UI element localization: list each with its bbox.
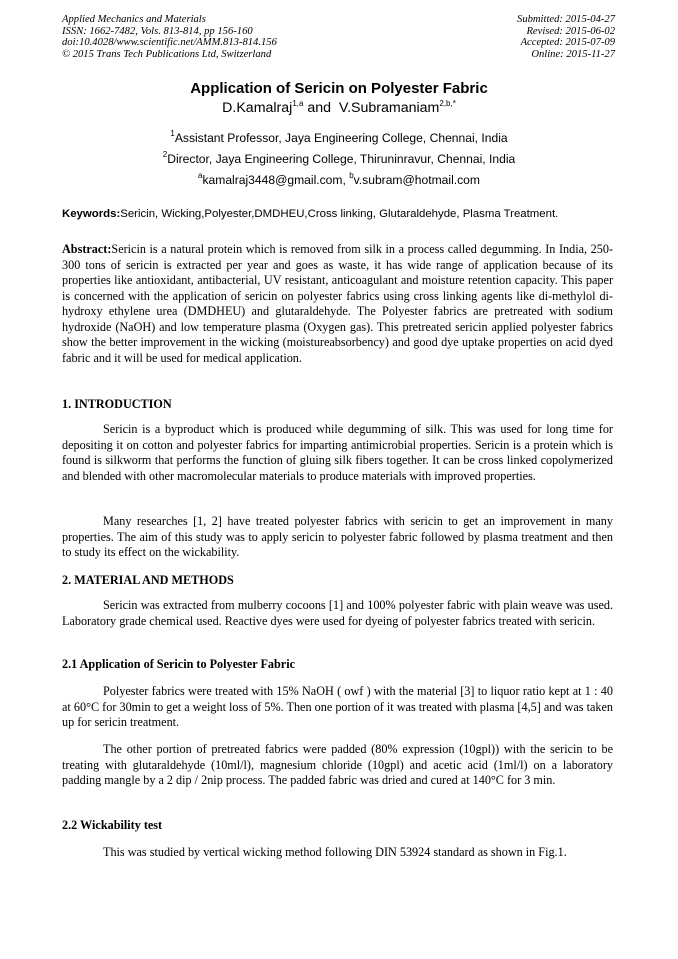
email-a-sup: a bbox=[198, 171, 203, 180]
abstract-text: Sericin is a natural protein which is removed from silk in a process called degumming. In India, 250-300 tons of sericin is extracted per year and goes as waste, it has wide range of application because of its properties like antioxidant, antibacterial, UV resistant, anticoagulant and moisture retention capacity. This paper is concerned with the application of sericin on polyester fabrics using cross linking agents like di-methylol di-hydroxy ethylene urea (DMDHEU) and glutaraldehyde. The Polyester fabrics are pretreated with sodium hydroxide (NaOH) and low temperature plasma (Oxygen gas). This pretreated sericin applied polyester fabrics show the better improvement in the wicking (moistureabsorbency) and good dye uptake properties on acid dyed fabric and it will be used for medical application. bbox=[62, 242, 613, 365]
abstract-label: Abstract: bbox=[62, 242, 112, 256]
abstract bbox=[62, 242, 613, 366]
email-a: kamalraj3448@gmail.com, bbox=[202, 173, 350, 187]
email-line bbox=[40, 173, 638, 187]
accepted-date: Accepted: 2015-07-09 bbox=[520, 37, 615, 49]
journal-name: Applied Mechanics and Materials bbox=[62, 14, 206, 25]
revised-date: Revised: 2015-06-02 bbox=[526, 25, 615, 37]
intro-paragraph-2: Many researches [1, 2] have treated polyester fabrics with sericin to get an improvement in many properties. The aim of this study was to apply sericin to polyester fabric followed by plasma treatment and then to study its effect on the wickability. bbox=[62, 514, 613, 559]
issn-line: ISSN: 1662-7482, Vols. 813-814, pp 156-160 bbox=[62, 25, 253, 37]
doi-line: doi:10.4028/www.scientific.net/AMM.813-814.156 bbox=[62, 37, 277, 49]
keywords bbox=[62, 208, 622, 220]
section-2-1-paragraph-2: The other portion of pretreated fabrics were padded (80% expression (10gpl)) with the sericin to be treating with glutaraldehyde (10ml/l), magnesium chloride (10gpl) and acetic acid (1ml/l) on a laboratory padding mangle by a 2 dip / 2nip process. The padded fabric was dried and cured at 140°C for 3 min. bbox=[62, 742, 613, 787]
online-date: Online: 2015-11-27 bbox=[531, 48, 615, 60]
submitted-date: Submitted: 2015-04-27 bbox=[517, 14, 615, 25]
keywords-label: Keywords: bbox=[62, 208, 121, 220]
methods-paragraph-1: Sericin was extracted from mulberry cocoons [1] and 100% polyester fabric with plain weave was used. Laboratory grade chemical used. Reactive dyes were used for dyeing of polyester fabrics treated with sericin. bbox=[62, 598, 613, 628]
section-2-2-paragraph-1: This was studied by vertical wicking method following DIN 53924 standard as shown in Fig.1. bbox=[103, 845, 567, 859]
affiliation-2-text: Director, Jaya Engineering College, Thiruninravur, Chennai, India bbox=[167, 152, 516, 166]
author-1-name: D.Kamalraj bbox=[222, 100, 293, 116]
section-2-1-paragraph-1: Polyester fabrics were treated with 15% NaOH ( owf ) with the material [3] to liquor ratio kept at 1 : 40 at 60°C for 30min to get a weight loss of 5%. Then one portion of it was treated with plasma [4,5] and was taken up for sericin treatment. bbox=[62, 684, 613, 729]
author-1-sup: 1,a bbox=[292, 99, 304, 108]
submission-dates bbox=[517, 14, 615, 60]
email-b: v.subram@hotmail.com bbox=[353, 173, 480, 187]
copyright-line: © 2015 Trans Tech Publications Ltd, Switzerland bbox=[62, 48, 272, 60]
heading-introduction: 1. INTRODUCTION bbox=[62, 397, 172, 411]
keywords-text: Sericin, Wicking,Polyester,DMDHEU,Cross linking, Glutaraldehyde, Plasma Treatment. bbox=[120, 208, 559, 220]
affiliation-2-sup: 2 bbox=[162, 150, 168, 159]
email-b-sup: b bbox=[349, 171, 354, 180]
heading-section-2-2: 2.2 Wickability test bbox=[62, 818, 163, 832]
paper-title: Application of Sericin on Polyester Fabric bbox=[190, 80, 488, 97]
affiliation-1-sup: 1 bbox=[170, 129, 175, 138]
affiliation-2 bbox=[40, 152, 638, 166]
heading-section-2-1: 2.1 Application of Sericin to Polyester Fabric bbox=[62, 657, 296, 671]
affiliation-1-text: Assistant Professor, Jaya Engineering College, Chennai, India bbox=[174, 131, 508, 145]
author-2-name: V.Subramaniam bbox=[338, 100, 440, 116]
journal-info bbox=[62, 14, 277, 60]
heading-methods: 2. MATERIAL AND METHODS bbox=[62, 573, 234, 587]
intro-paragraph-1: Sericin is a byproduct which is produced while degumming of silk. This was used for long time for depositing it on cotton and polyester fabrics for imparting antimicrobial properties. Sericin is a protein which is found is silkworm that performs the function of gluing silk fibers together. It can be cross linked copolymerized and blended with other macromolecular materials to produce materials with improved properties. bbox=[62, 422, 613, 483]
affiliation-1 bbox=[40, 131, 638, 145]
author-line bbox=[40, 100, 638, 116]
author-2-sup: 2,b,* bbox=[439, 99, 456, 108]
author-conjunction: and bbox=[303, 100, 339, 116]
